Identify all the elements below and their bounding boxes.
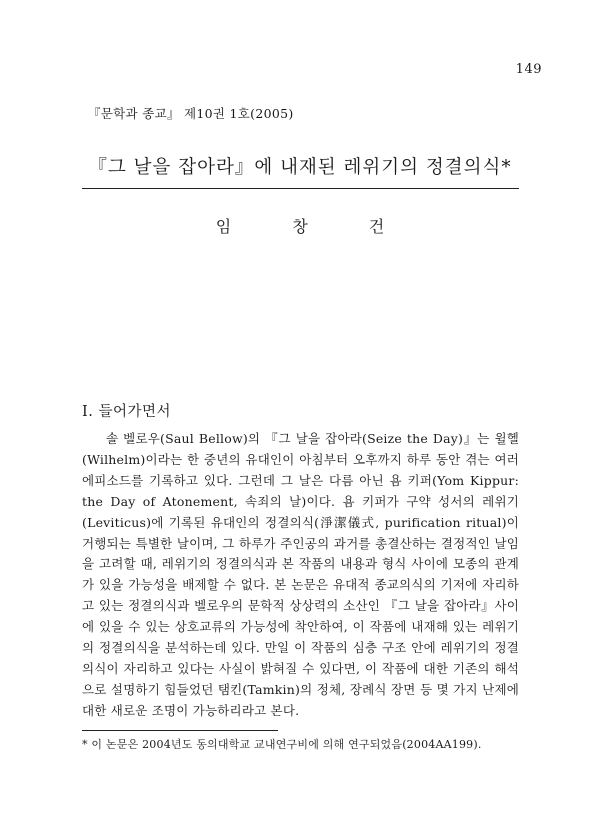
article-title: 『그 날을 잡아라』에 내재된 레위기의 정결의식* (88, 157, 512, 178)
footnote-divider (82, 730, 278, 731)
body-paragraph: 솔 벨로우(Saul Bellow)의 『그 날을 잡아라(Seize the Day)』는 윌헬(Wilhelm)이라는 한 중년의 유대인이 아침부터 오후까지 하루 동안 겪는 여러 에피소드를 기록하고 있다. 그런데 그 날은 다름 아닌 욤 키퍼(Yom Kippur: the Day of Atonement, 속죄의 날)이다. 욤 키퍼가 구약 성서의 레위기(Leviticus)에 기록된 유대인의 정결의식(淨潔儀式, purification ritual)이 거행되는 특별한 날이며, 그 하루가 주인공의 과거를 총결산하는 결정적인 날임을 고려할 때, 레위기의 정결의식과 본 작품의 내용과 형식 사이에 모종의 관계가 있을 가능성을 배제할 수 없다. 본 논문은 유대적 종교의식의 기저에 자리하고 있는 정결의식과 벨로우의 문학적 상상력의 소산인 『그 날을 잡아라』사이에 있을 수 있는 상호교류의 가능성에 착안하여, 이 작품에 내재해 있는 레위기의 정결의식을 분석하는데 있다. 만일 이 작품의 심층 구조 안에 레위기의 정결의식이 자리하고 있다는 사실이 밝혀질 수 있다면, 이 작품에 대한 기존의 해석으로 설명하기 힘들었던 탬킨(Tamkin)의 정체, 장례식 장면 등 몇 가지 난제에 대한 새로운 조명이 가능하리라고 본다. (82, 431, 519, 718)
journal-citation: 『문학과 종교』 제10권 1호(2005) (88, 106, 294, 121)
page-number: 149 (515, 62, 542, 77)
section-heading: I. 들어가면서 (82, 404, 171, 420)
title-divider (82, 188, 519, 189)
author-name: 임 창 건 (215, 217, 413, 236)
footnote: * 이 논문은 2004년도 동의대학교 교내연구비에 의해 연구되었음(2004AA199). (82, 738, 482, 751)
